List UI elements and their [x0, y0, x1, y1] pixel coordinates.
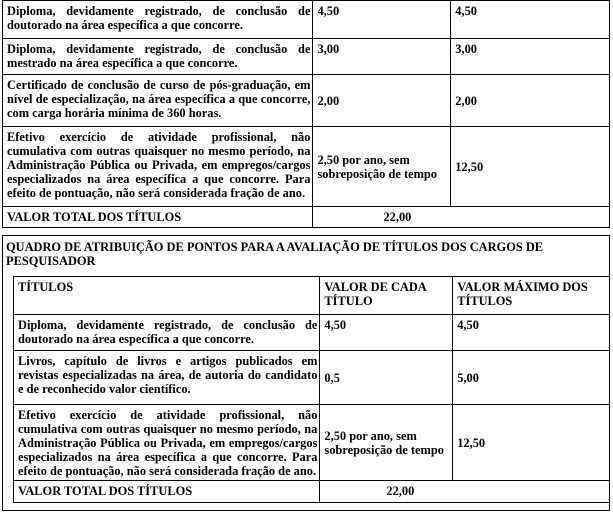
title-max-value: 2,00 — [451, 75, 610, 127]
title-max-value: 5,00 — [453, 351, 610, 405]
title-max-value: 4,50 — [453, 315, 610, 351]
title-value: 2,50 por ano, sem sobreposição de tempo — [320, 405, 453, 481]
table-row — [3, 127, 610, 207]
title-max-value: 12,50 — [451, 127, 610, 207]
table-row — [3, 39, 610, 75]
section-title: QUADRO DE ATRIBUIÇÃO DE PONTOS PARA A AVALIAÇÃO DE TÍTULOS DOS CARGOS DE PESQUISADOR — [6, 240, 544, 268]
total-row — [3, 207, 610, 228]
title-description: Diploma, devidamente registrado, de conclusão de doutorado na área específica a que concorre. — [3, 1, 313, 39]
title-description: Livros, capítulo de livros e artigos publicados em revistas especializadas na área, de autoria do candidato e de reconhecido valor científico. — [14, 351, 320, 405]
total-value: 22,00 — [320, 481, 610, 503]
title-max-value: 4,50 — [451, 1, 610, 39]
table-header-row — [14, 277, 610, 315]
total-label: VALOR TOTAL DOS TÍTULOS — [14, 481, 320, 503]
title-value: 2,00 — [313, 75, 451, 127]
table-row — [3, 1, 610, 39]
frame-line — [2, 235, 3, 511]
total-row — [14, 481, 610, 503]
titles-table-top — [2, 0, 610, 228]
header-max-value: VALOR MÁXIMO DOS TÍTULOS — [453, 277, 610, 315]
total-label: VALOR TOTAL DOS TÍTULOS — [3, 207, 313, 228]
title-value: 0,5 — [320, 351, 453, 405]
title-value: 4,50 — [320, 315, 453, 351]
table-row — [14, 315, 610, 351]
table-row — [14, 351, 610, 405]
title-max-value: 12,50 — [453, 405, 610, 481]
title-max-value: 3,00 — [451, 39, 610, 75]
table-row — [3, 75, 610, 127]
header-titles: TÍTULOS — [14, 277, 320, 315]
frame-line — [2, 235, 610, 236]
title-description: Efetivo exercício de atividade profissional, não cumulativa com outras quaisquer no mesmo período, na Administração Pública ou Privada, em empregos/cargos especializados na área específica a que concorre. Para efeito de pontuação, não será considerada fração de ano. — [14, 405, 320, 481]
title-description: Diploma, devidamente registrado, de conclusão de doutorado na área específica a que concorre. — [14, 315, 320, 351]
titles-table-researcher — [13, 276, 610, 503]
table-row — [14, 405, 610, 481]
title-value: 4,50 — [313, 1, 451, 39]
header-value: VALOR DE CADA TÍTULO — [320, 277, 453, 315]
frame-line — [2, 510, 610, 511]
title-value: 3,00 — [313, 39, 451, 75]
title-description: Certificado de conclusão de curso de pós-graduação, em nível de especialização, na área específica a que concorre, com carga horária mínima de 360 horas. — [3, 75, 313, 127]
total-value: 22,00 — [313, 207, 610, 228]
title-description: Efetivo exercício de atividade profissional, não cumulativa com outras quaisquer no mesmo período, na Administração Pública ou Privada, em empregos/cargos especializados na área específica a que concorre. Para efeito de pontuação, não será considerada fração de ano. — [3, 127, 313, 207]
title-description: Diploma, devidamente registrado, de conclusão de mestrado na área específica a que concorre. — [3, 39, 313, 75]
title-value: 2,50 por ano, sem sobreposição de tempo — [313, 127, 451, 207]
